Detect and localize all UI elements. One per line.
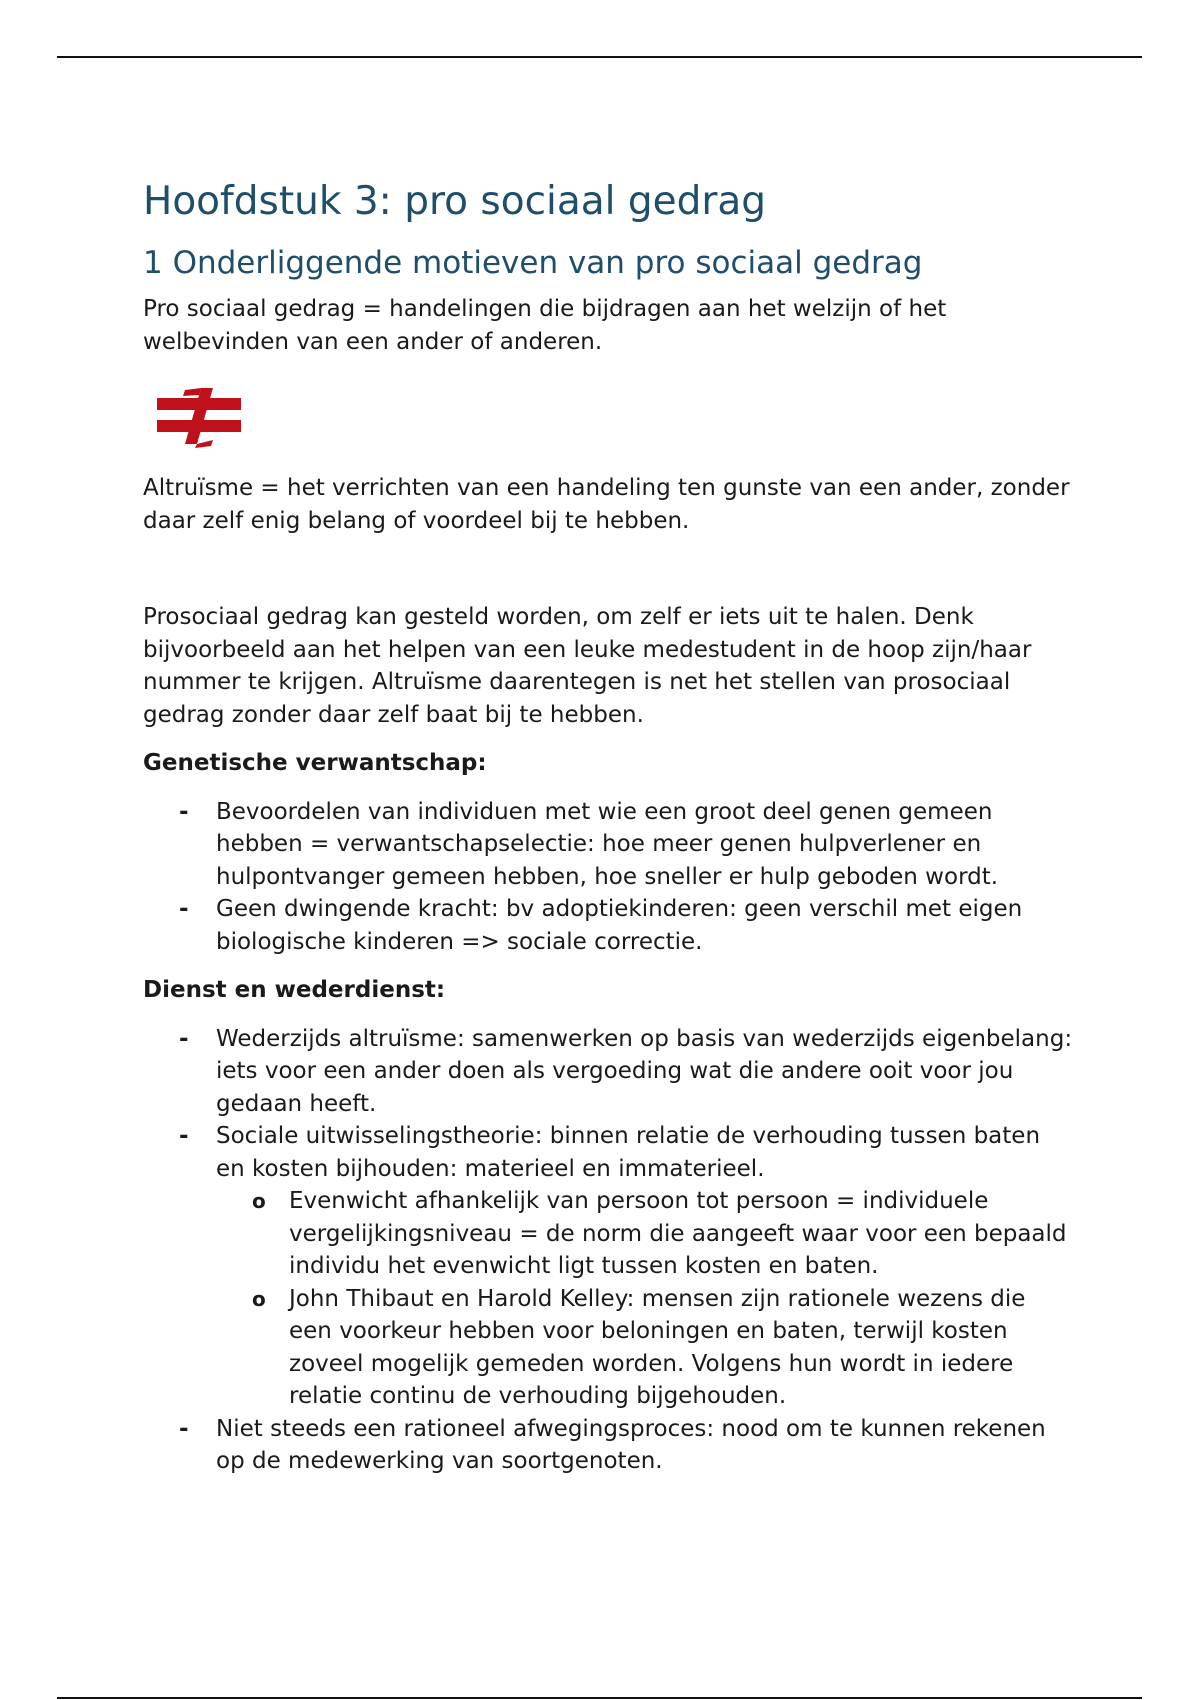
sub-list-item xyxy=(216,1185,1073,1283)
circle-bullet: o xyxy=(252,1286,266,1311)
not-equal-symbol-graphic xyxy=(155,386,245,448)
prosocial-paragraph: Prosociaal gedrag kan gesteld worden, om zelf er iets uit te halen. Denk bijvoorbeeld aan het helpen van een leuke medestudent in de hoop zijn/haar nummer te krijgen. Altruïsme daarentegen is net het stellen van prosociaal gedrag zonder daar zelf baat bij te hebben. xyxy=(143,604,1032,728)
dash-bullet: - xyxy=(179,1025,189,1052)
dash-bullet: - xyxy=(179,1123,189,1149)
sub-list-item xyxy=(216,1283,1073,1413)
list-item xyxy=(143,1413,1073,1478)
document-body xyxy=(143,178,1073,1478)
list-item-text: Sociale uitwisselingstheorie: binnen relatie de verhouding tussen baten en kosten bijhouden: materieel en immaterieel. xyxy=(216,1123,1041,1182)
sub-list-item-text: Evenwicht afhankelijk van persoon tot persoon = individuele vergelijkingsniveau = de norm die aangeeft waar voor een bepaald individu het evenwicht ligt tussen kosten en baten. xyxy=(289,1188,1067,1279)
list-item xyxy=(143,893,1073,958)
dash-bullet: - xyxy=(179,1415,189,1442)
list-item-text: Niet steeds een rationeel afwegingsproces: nood om te kunnen rekenen op de medewerking van soortgenoten. xyxy=(216,1415,1046,1474)
dash-bullet: - xyxy=(179,896,189,922)
sub-list-item-text: John Thibaut en Harold Kelley: mensen zijn rationele wezens die een voorkeur hebben voor beloningen en baten, terwijl kosten zoveel mogelijk gemeden worden. Volgens hun wordt in iedere relatie continu de verhouding bijgehouden. xyxy=(289,1285,1026,1409)
dash-bullet: - xyxy=(179,798,189,825)
list-item-text: Bevoordelen van individuen met wie een groot deel genen gemeen hebben = verwantschapselectie: hoe meer genen hulpverlener en hulpontvanger gemeen hebben, hoe sneller er hulp geboden wordt. xyxy=(216,798,999,890)
definition-prosocial: Pro sociaal gedrag = handelingen die bijdragen aan het welzijn of het welbevinden van een ander of anderen. xyxy=(143,296,947,355)
list-item-text: Wederzijds altruïsme: samenwerken op basis van wederzijds eigenbelang: iets voor een ander doen als vergoeding wat die andere ooit voor jou gedaan heeft. xyxy=(216,1025,1073,1117)
chapter-title: Hoofdstuk 3: pro sociaal gedrag xyxy=(143,179,767,224)
section-title: 1 Onderliggende motieven van pro sociaal gedrag xyxy=(143,245,923,281)
list-item xyxy=(143,1023,1073,1121)
header-rule xyxy=(57,56,1142,58)
service-list xyxy=(143,1023,1073,1478)
list-item-text: Geen dwingende kracht: bv adoptiekinderen: geen verschil met eigen biologische kinderen => sociale correctie. xyxy=(216,896,1023,955)
circle-bullet: o xyxy=(252,1189,266,1213)
genetic-list xyxy=(143,796,1073,959)
service-heading: Dienst en wederdienst: xyxy=(143,977,446,1003)
definition-altruism: Altruïsme = het verrichten van een handeling ten gunste van een ander, zonder daar zelf enig belang of voordeel bij te hebben. xyxy=(143,475,1070,534)
footer-rule xyxy=(57,1697,1142,1699)
sub-list xyxy=(216,1185,1073,1413)
list-item xyxy=(143,796,1073,894)
list-item xyxy=(143,1120,1073,1413)
genetic-heading: Genetische verwantschap: xyxy=(143,750,487,776)
not-equal-icon xyxy=(155,386,1073,448)
